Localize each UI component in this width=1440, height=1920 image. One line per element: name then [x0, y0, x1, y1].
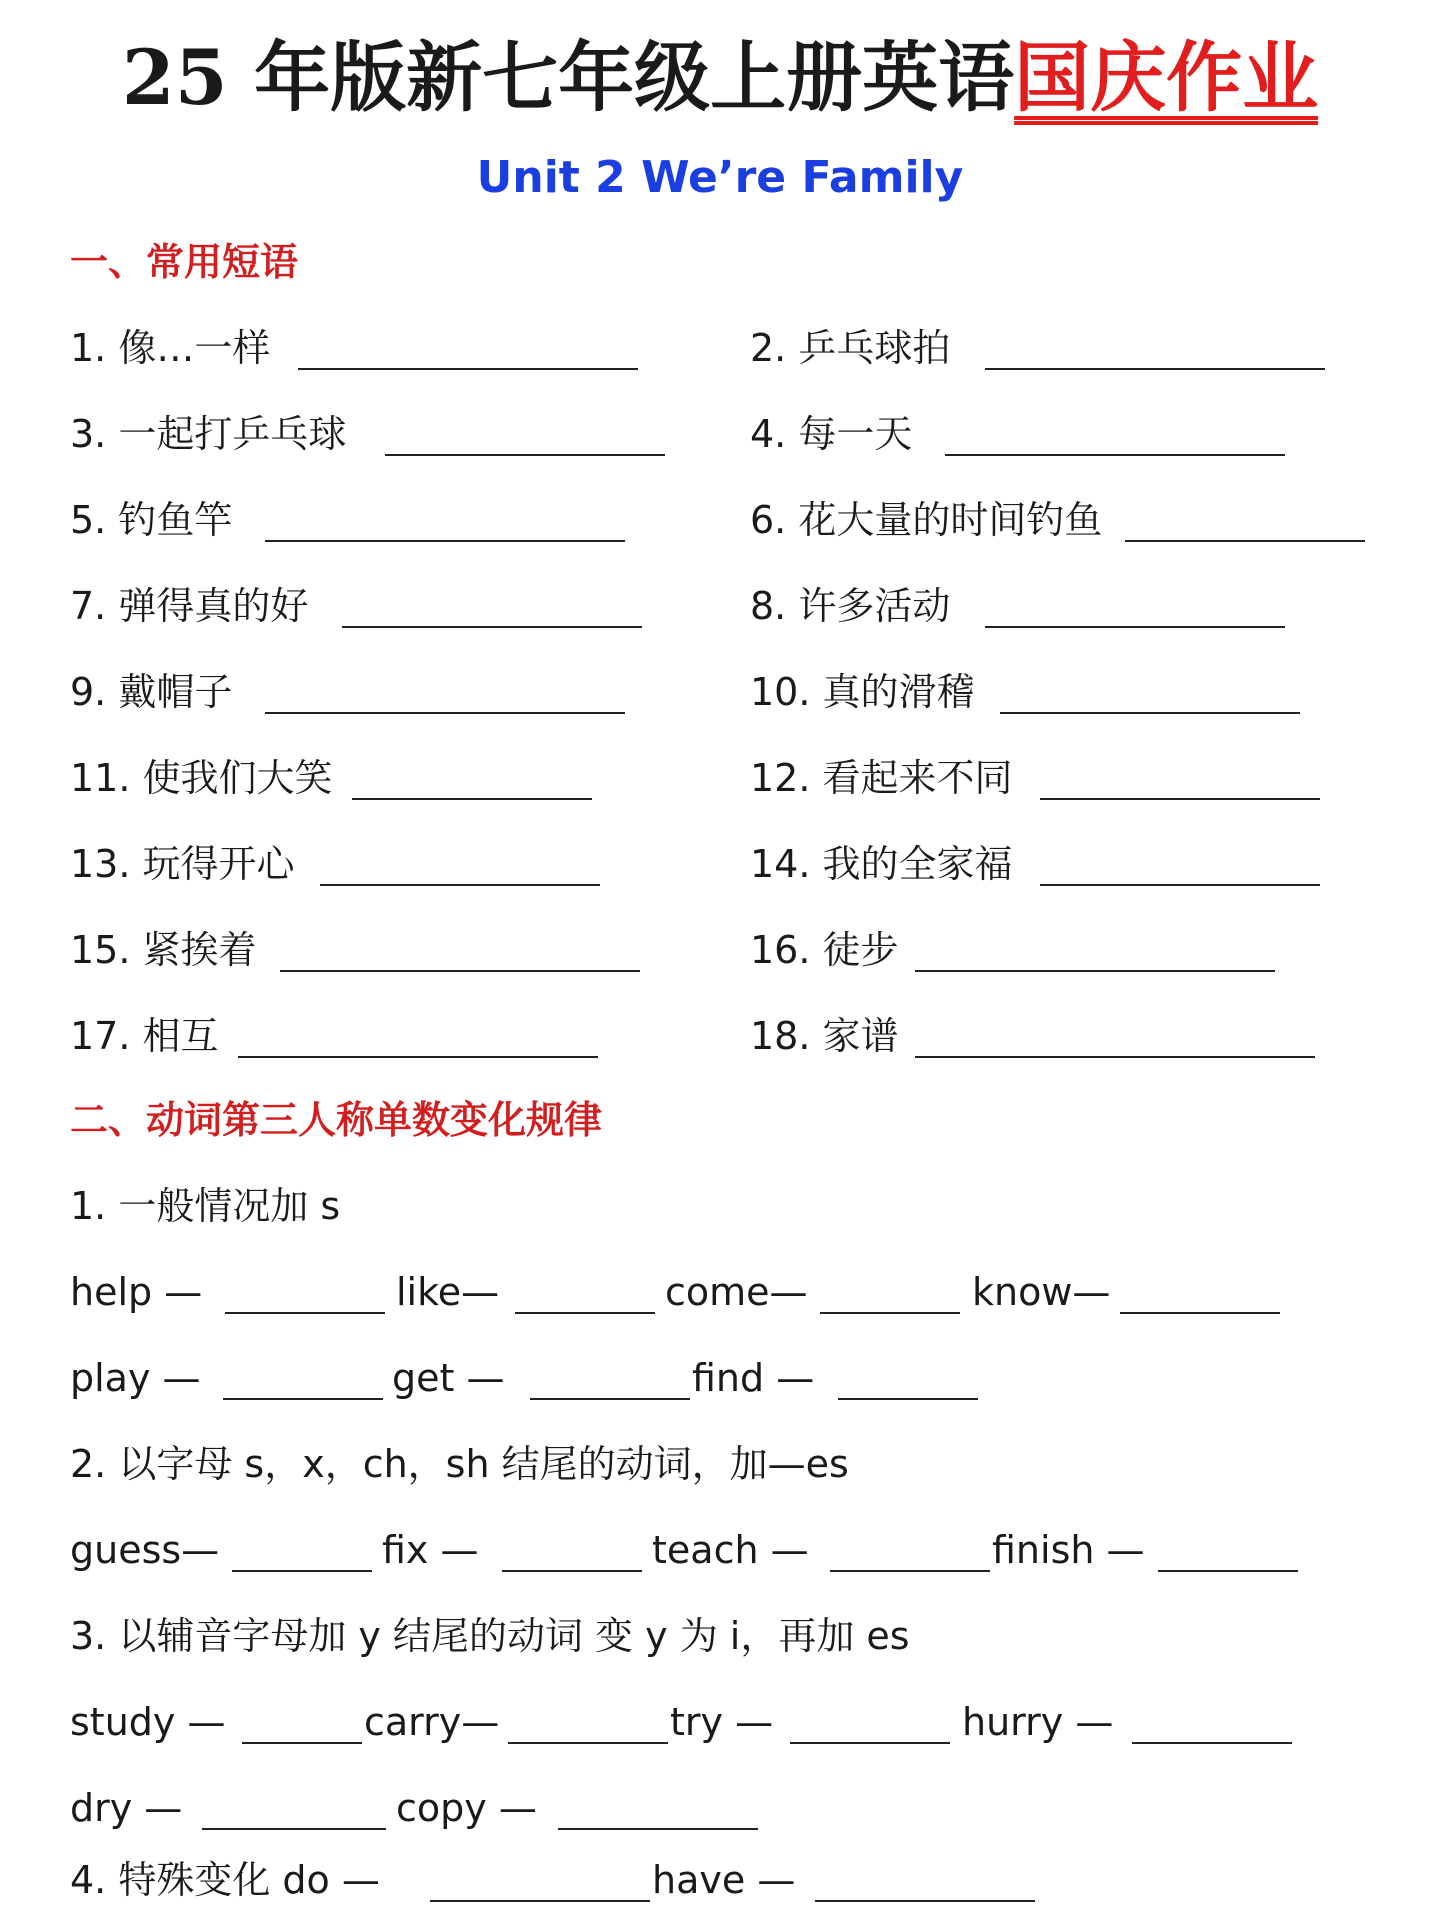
phrase-item: 1. 像…一样 [70, 326, 271, 370]
answer-blank[interactable] [830, 1570, 990, 1572]
phrase-row [70, 318, 1370, 378]
verb-word: know— [972, 1270, 1111, 1314]
answer-blank[interactable] [915, 1056, 1315, 1058]
answer-blank[interactable] [1040, 884, 1320, 886]
phrase-item: 3. 一起打乒乓球 [70, 412, 347, 456]
phrase-row [70, 576, 1370, 636]
section-heading-phrases: 一、常用短语 [70, 240, 299, 284]
verb-word: study — [70, 1700, 226, 1744]
verb-row [70, 1778, 1370, 1838]
answer-blank[interactable] [1120, 1312, 1280, 1314]
verb-word: teach — [652, 1528, 809, 1572]
phrase-item: 14. 我的全家福 [750, 842, 1013, 886]
answer-blank[interactable] [232, 1570, 372, 1572]
section-heading-third-person: 二、动词第三人称单数变化规律 [70, 1098, 603, 1142]
answer-blank[interactable] [352, 798, 592, 800]
verb-word: help — [70, 1270, 203, 1314]
title-main: 25 年版新七年级上册英语 [121, 33, 1015, 122]
answer-blank[interactable] [1158, 1570, 1298, 1572]
phrase-item: 15. 紧挨着 [70, 928, 257, 972]
phrase-item: 4. 每一天 [750, 412, 913, 456]
phrase-item: 18. 家谱 [750, 1014, 899, 1058]
phrase-row [70, 490, 1370, 550]
verb-word: come— [665, 1270, 808, 1314]
answer-blank[interactable] [515, 1312, 655, 1314]
answer-blank[interactable] [242, 1742, 362, 1744]
answer-blank[interactable] [530, 1398, 690, 1400]
phrase-item: 10. 真的滑稽 [750, 670, 975, 714]
verb-word: get — [392, 1356, 505, 1400]
answer-blank[interactable] [790, 1742, 950, 1744]
rule-1-title: 1. 一般情况加 s [70, 1184, 341, 1228]
answer-blank[interactable] [985, 368, 1325, 370]
phrase-row [70, 662, 1370, 722]
answer-blank[interactable] [1132, 1742, 1292, 1744]
answer-blank[interactable] [1125, 540, 1365, 542]
verb-word: have — [652, 1858, 796, 1902]
answer-blank[interactable] [1000, 712, 1300, 714]
phrase-row [70, 920, 1370, 980]
answer-blank[interactable] [838, 1398, 978, 1400]
answer-blank[interactable] [320, 884, 600, 886]
answer-blank[interactable] [265, 540, 625, 542]
answer-blank[interactable] [945, 454, 1285, 456]
phrase-row [70, 1006, 1370, 1066]
answer-blank[interactable] [223, 1398, 383, 1400]
verb-word: like— [396, 1270, 500, 1314]
phrase-item: 2. 乒乓球拍 [750, 326, 951, 370]
answer-blank[interactable] [238, 1056, 598, 1058]
answer-blank[interactable] [385, 454, 665, 456]
verb-word: hurry — [962, 1700, 1114, 1744]
answer-blank[interactable] [502, 1570, 642, 1572]
page-subtitle: Unit 2 We’re Family [476, 152, 964, 203]
rule-4-title: 4. 特殊变化 do — [70, 1858, 380, 1902]
answer-blank[interactable] [508, 1742, 668, 1744]
verb-word: copy — [396, 1786, 537, 1830]
phrase-item: 11. 使我们大笑 [70, 756, 333, 800]
phrase-item: 6. 花大量的时间钓鱼 [750, 498, 1103, 542]
answer-blank[interactable] [298, 368, 638, 370]
phrase-row [70, 404, 1370, 464]
phrase-row [70, 748, 1370, 808]
phrase-item: 16. 徒步 [750, 928, 899, 972]
answer-blank[interactable] [265, 712, 625, 714]
page-title [0, 28, 1440, 128]
answer-blank[interactable] [558, 1828, 758, 1830]
verb-word: dry — [70, 1786, 183, 1830]
phrase-item: 12. 看起来不同 [750, 756, 1013, 800]
verb-word: carry— [364, 1700, 500, 1744]
verb-word: guess— [70, 1528, 220, 1572]
answer-blank[interactable] [820, 1312, 960, 1314]
answer-blank[interactable] [202, 1828, 386, 1830]
phrase-item: 8. 许多活动 [750, 584, 951, 628]
verb-word: try — [670, 1700, 774, 1744]
rule-3-title: 3. 以辅音字母加 y 结尾的动词 变 y 为 i，再加 es [70, 1614, 910, 1658]
answer-blank[interactable] [225, 1312, 385, 1314]
phrase-item: 13. 玩得开心 [70, 842, 295, 886]
answer-blank[interactable] [280, 970, 640, 972]
verb-word: find — [692, 1356, 815, 1400]
phrase-item: 9. 戴帽子 [70, 670, 233, 714]
answer-blank[interactable] [342, 626, 642, 628]
phrase-item: 5. 钓鱼竿 [70, 498, 233, 542]
verb-row [70, 1692, 1370, 1752]
title-highlight: 国庆作业 [1014, 33, 1319, 122]
answer-blank[interactable] [815, 1900, 1035, 1902]
answer-blank[interactable] [915, 970, 1275, 972]
answer-blank[interactable] [1040, 798, 1320, 800]
verb-row [70, 1348, 1370, 1408]
phrase-item: 7. 弹得真的好 [70, 584, 309, 628]
phrase-item: 17. 相互 [70, 1014, 219, 1058]
verb-word: fix — [382, 1528, 479, 1572]
verb-word: finish — [992, 1528, 1145, 1572]
verb-row [70, 1262, 1370, 1322]
verb-word: play — [70, 1356, 201, 1400]
verb-row [70, 1850, 1370, 1910]
answer-blank[interactable] [430, 1900, 650, 1902]
phrase-row [70, 834, 1370, 894]
rule-2-title: 2. 以字母 s，x，ch，sh 结尾的动词，加—es [70, 1442, 849, 1486]
verb-row [70, 1520, 1370, 1580]
answer-blank[interactable] [985, 626, 1285, 628]
